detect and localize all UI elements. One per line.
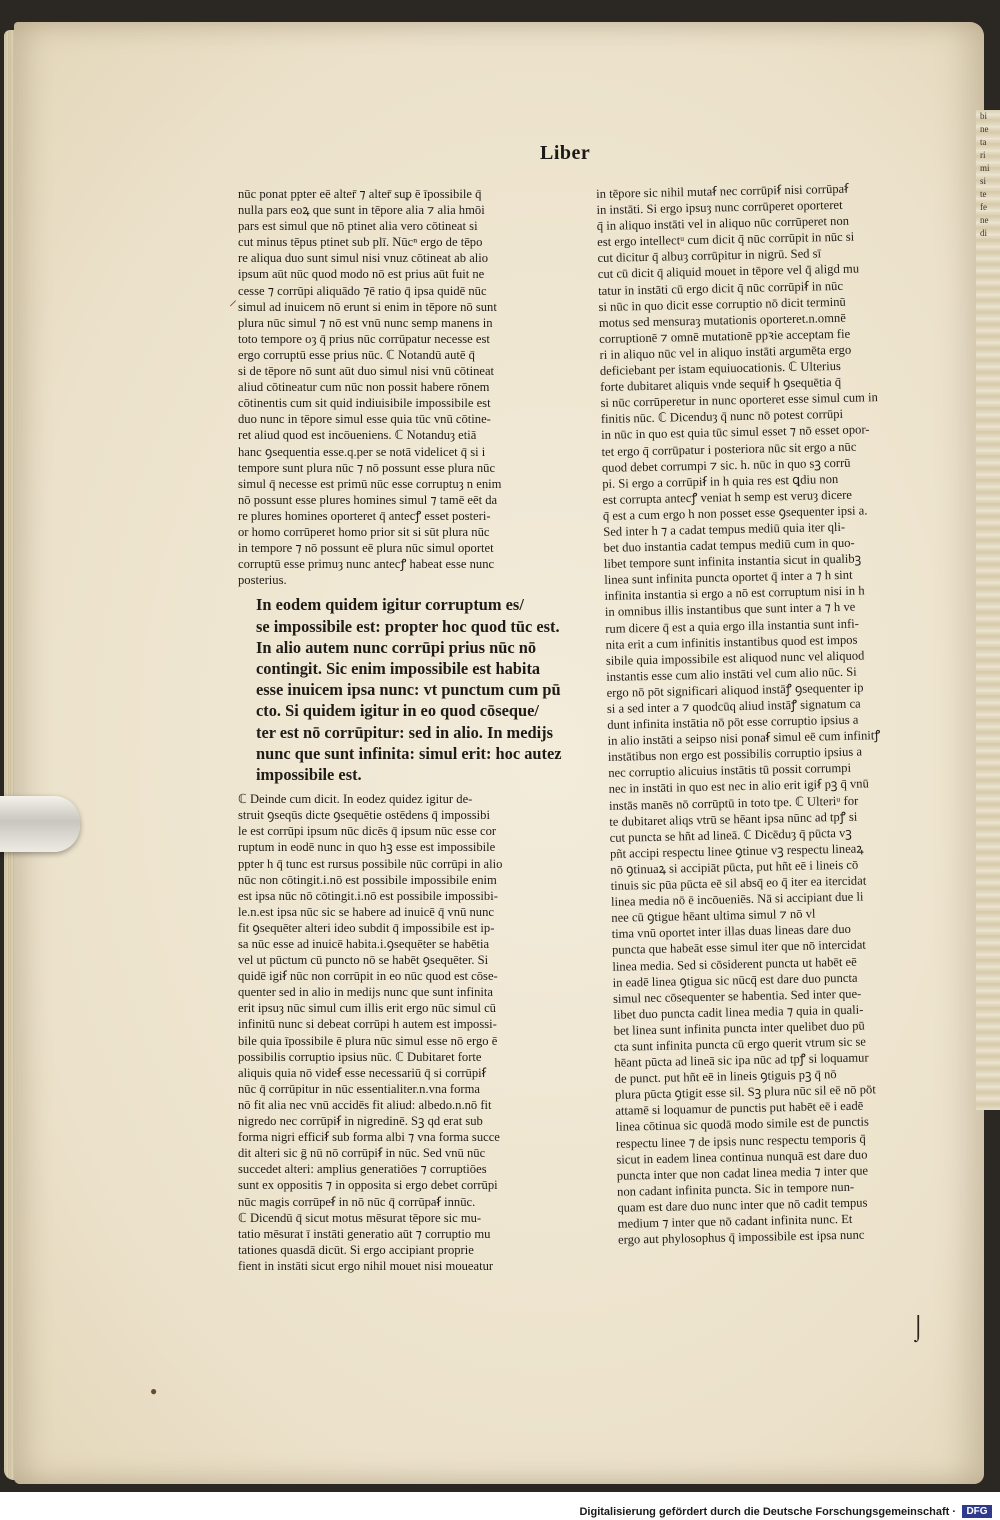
commentary-line: possibilis corruptio ipsius nūc. ℂ Dubitaret forte bbox=[238, 1049, 482, 1064]
commentary-line: tima vnū oportet inter illas duas lineas dare duo bbox=[611, 922, 851, 942]
commentary-line: est ipsa nūc nō cōtingit.i.nō est possibile impossibi- bbox=[238, 888, 498, 903]
commentary-line: aliquis quia nō videẜ esse necessariū q̄ si corrūpiẜ bbox=[238, 1065, 487, 1080]
adjacent-page-fragment: ne bbox=[980, 124, 989, 134]
commentary-line: succedet alteri: amplius generatiōes ⁊ corruptiōes bbox=[238, 1162, 487, 1177]
aristotle-text-block bbox=[238, 594, 596, 785]
commentary-line: nita erit a cum infinitis instantibus quod est impos bbox=[605, 632, 858, 652]
adjacent-page-fragment: ta bbox=[980, 137, 987, 147]
commentary-line: medium ⁊ inter que nō cadant infinita nunc. Et bbox=[617, 1211, 853, 1231]
commentary-line: quidē igiẜ nūc non corrūpit in eo nūc quod est cōse- bbox=[238, 969, 498, 984]
commentary-line: nō ꝯtinuaꝝ si accipiāt pūcta, put hñt eē i lineis cō bbox=[610, 857, 859, 877]
commentary-line: hēant pūcta ad lineā sic ipa nūc ad tpꝭ si loquamur bbox=[614, 1050, 869, 1070]
dfg-logo: DFG bbox=[962, 1505, 992, 1518]
adjacent-page-fragment: ne bbox=[980, 215, 989, 225]
commentary-line: in omnibus illis instantibus que sunt inter a ⁊ h ve bbox=[604, 600, 856, 620]
commentary-line: nō fit alia nec vnū accidēs fit aliud: albedo.n.nō fit bbox=[238, 1097, 492, 1112]
text-line: esse inuicem ipsa nunc: vt punctum cum pū bbox=[256, 680, 561, 700]
commentary-line: forte dubitaret aliquis vnde sequiẜ h ꝯsequētia q̄ bbox=[600, 375, 842, 395]
commentary-line: sa nūc esse ad inuicē habita.i.ꝯsequēter se habētia bbox=[238, 937, 490, 952]
commentary-line: plura pūcta ꝯtigit esse sil. Sꝫ plura nūc sil eē nō pōt bbox=[614, 1082, 876, 1103]
commentary-line: sunt ex oppositis ⁊ in opposita si ergo debet corrūpi bbox=[238, 1178, 498, 1193]
text-line: ter est nō corrūpitur: sed in alio. In medijs bbox=[256, 722, 553, 742]
margin-mark: ⌡ bbox=[911, 1315, 926, 1341]
commentary-line: linea media nō ē incōueniēs. Nā si accipiant due li bbox=[610, 889, 864, 909]
commentary-line: in eadē linea ꝯtigua sic nūcq̄ est dare duo puncta bbox=[612, 970, 858, 990]
text-line: se impossibile est: propter hoc quod tūc est. bbox=[256, 616, 560, 636]
commentary-line: tinuis sic pūa pūcta eē sil absq̄ eo q̄ iter ea itercidat bbox=[610, 873, 867, 893]
commentary-line: quenter sed in alio in medijs nunc que sunt infinita bbox=[238, 985, 493, 1000]
text-line: cto. Si quidem igitur in eo quod cōseque/ bbox=[256, 701, 539, 721]
commentary-line: nūc magis corrūpeẜ in nō nūc q̄ corrūpaẜ innūc. bbox=[238, 1194, 476, 1209]
commentary-line: tatur in instāti cū ergo dicit q̄ nūc corrūpiẜ in nūc bbox=[598, 278, 844, 298]
commentary-line: re plures homines oporteret q̄ antecꝭ esset posteri- bbox=[238, 508, 491, 523]
adjacent-page-strip bbox=[976, 110, 1000, 1110]
commentary-line: bile quia īpossibile ē plura nūc simul esse nō ergo ē bbox=[238, 1033, 498, 1048]
commentary-line: plura nūc simul ⁊ nō est vnū nunc semp manens in bbox=[238, 315, 493, 330]
commentary-line: simul q̄ necesse est primū nūc esse corruptuȝ n enim bbox=[238, 476, 502, 491]
commentary-line: sicut in eadem linea continua nunquā est dare duo bbox=[616, 1147, 868, 1167]
commentary-line: quam est dare duo nunc inter que nō cadit tempus bbox=[617, 1195, 868, 1215]
commentary-line: linea sunt infinita puncta oportet q̄ inter a ⁊ h sint bbox=[604, 567, 853, 588]
commentary-line: cta sunt infinita puncta cū ergo querit vtrum sic se bbox=[613, 1034, 867, 1054]
commentary-line: re aliqua duo sunt simul nisi vnuz cōtineat ab alio bbox=[238, 251, 489, 266]
right-column bbox=[596, 179, 952, 1248]
commentary-block-right bbox=[596, 179, 952, 1248]
adjacent-page-fragment: fe bbox=[980, 202, 987, 212]
commentary-line: est ergo intellectᵘ cum dicit q̄ nūc corrūpit in nūc si bbox=[597, 229, 855, 250]
commentary-line: te dubitaret aliqs vtrū se hēant ipsa nūnc ad tpꝭ si bbox=[609, 809, 858, 829]
commentary-line: linea media. Sed si cōsiderent puncta ut habēt eē bbox=[612, 954, 857, 974]
commentary-line: respectu linee ⁊ de ipsis nunc respectu temporis q̄ bbox=[615, 1131, 866, 1151]
commentary-line: pi. Si ergo a corrūpiẜ in h quia res est ꝗdiu non bbox=[602, 471, 839, 491]
commentary-line: in instāti. Si ergo ipsuȝ nunc corrūperet oporteret bbox=[596, 197, 843, 218]
ink-spot: ● bbox=[150, 1384, 158, 1398]
adjacent-page-fragment: si bbox=[980, 176, 987, 186]
adjacent-page-fragment: bi bbox=[980, 111, 988, 121]
commentary-line: nee cū ꝯtigue hēant ultima simul ⁊ nō vl bbox=[611, 906, 816, 926]
commentary-line: nūc non cōtingit.i.nō est possibile impossibile enim bbox=[238, 872, 497, 887]
text-line: In alio autem nunc corrūpi prius nūc nō bbox=[256, 637, 537, 657]
commentary-line: linea cōtinua sic quodā modo simile est de punctis bbox=[615, 1114, 870, 1135]
adjacent-page-fragment: di bbox=[980, 228, 988, 238]
commentary-line: nigredo nec corrūpiẜ in nigredinē. Sꝫ qd erat sub bbox=[238, 1114, 483, 1129]
commentary-line: erit ipsuȝ nūc simul cum illis erit ergo nūc simul cū bbox=[238, 1001, 496, 1016]
commentary-line: Sed inter h ⁊ a cadat tempus mediū quia iter qli- bbox=[603, 519, 846, 539]
commentary-line: si a sed inter a ⁊ quodcūq aliud instāꝭ signatum ca bbox=[606, 696, 861, 716]
adjacent-page-fragment: te bbox=[980, 189, 987, 199]
commentary-line: rum dicere q̄ est a quia ergo illa instantia sunt infi- bbox=[605, 616, 860, 636]
text-line: impossibile est. bbox=[256, 764, 362, 784]
commentary-line: dunt infinita instātia nō pōt esse corruptio ipsius a bbox=[607, 712, 859, 732]
commentary-line: nec corruptio alicuius instātis tū possit corrumpi bbox=[608, 761, 852, 781]
commentary-line: ret aliud quod est incōueniens. ℂ Notanduȝ etiā bbox=[238, 428, 477, 443]
commentary-block-bottom bbox=[238, 791, 596, 1274]
adjacent-page-fragment: ri bbox=[980, 150, 986, 160]
commentary-line: corruptionē ⁊ omnē mutationē ppꝛie acceptam fie bbox=[599, 326, 851, 346]
commentary-line: nec in instāti in quo est nec in alio erit igiẜ pꝫ q̄ vnū bbox=[608, 776, 869, 797]
commentary-line: or homo corrūperet homo prior sit si sūt plura nūc bbox=[238, 524, 490, 539]
commentary-line: ℂ Dicendū q̄ sicut motus mēsurat tēpore sic mu- bbox=[238, 1210, 482, 1225]
commentary-line: cut minus tēpus ptinet sub plī. Nūcⁿ ergo de tēpo bbox=[238, 235, 483, 250]
commentary-line: motus sed mensuraȝ mutationis oporteret.n.omnē bbox=[598, 310, 846, 330]
commentary-line: le est corrūpi ipsum nūc dicēs q̄ ipsum nūc esse cor bbox=[238, 824, 497, 839]
commentary-line: quod debet corrumpi ⁊ sic. h. nūc in quo sꝫ corrū bbox=[601, 455, 851, 475]
commentary-line: fit ꝯsequēter alteri ideo subdit q̄ impossibile est ip- bbox=[238, 920, 495, 935]
commentary-line: ergo aut phylosophus q̄ impossibile est ipsa nunc bbox=[617, 1227, 865, 1247]
commentary-line: pars est simul que nō ptinet alia vero cōtineat si bbox=[238, 219, 478, 234]
commentary-line: in alio instāti a seipso nisi ponaẜ simul eē cum infinitꝭ bbox=[607, 728, 881, 749]
commentary-line: q̄ in aliquo instāti vel in aliquo nūc corrūperet non bbox=[596, 213, 850, 234]
commentary-line: cesse ⁊ corrūpi aliquādo ⁊ē ratio q̄ ipsa quidē nūc bbox=[238, 283, 487, 298]
commentary-line: q̄ est a cum ergo h non posset esse ꝯsequenter ipsi a. bbox=[602, 503, 868, 523]
commentary-block-top bbox=[238, 186, 596, 588]
commentary-line: non cadant infinita puncta. Sic in tempore nun- bbox=[616, 1179, 855, 1199]
commentary-line: puncta que habeāt esse simul iter que nō intercidat bbox=[611, 937, 866, 958]
commentary-line: forma nigri efficiẜ sub forma albi ⁊ vna forma succe bbox=[238, 1130, 500, 1145]
commentary-line: tatio mēsurat ī instāti generatio aūt ⁊ corruptio mu bbox=[238, 1226, 491, 1241]
margin-mark: ⸝ bbox=[229, 292, 238, 309]
commentary-line: nō possunt esse plures homines simul ⁊ tamē eēt da bbox=[238, 492, 498, 507]
commentary-line: si nūc in quo dicit esse corruptio nō dicit terminū bbox=[598, 294, 846, 314]
commentary-line: bet duo instantia cadat tempus mediū cum in quo- bbox=[603, 535, 855, 555]
commentary-line: instās manēs nō corrūptū in toto tpe. ℂ Ulteriᵘ for bbox=[608, 793, 859, 813]
text-line: contingit. Sic enim impossibile est habita bbox=[256, 658, 541, 678]
commentary-line: libet tempore sunt infinita instantia sicut in qualibꝫ bbox=[603, 551, 862, 572]
commentary-line: simul ad inuicem nō erunt si enim in tēpore nō sunt bbox=[238, 299, 497, 314]
commentary-line: puncta inter que non cadat linea media ⁊ inter que bbox=[616, 1163, 869, 1183]
page-clamp bbox=[0, 796, 80, 852]
commentary-line: infinita instantia si ergo a nō est corruptum nisi in h bbox=[604, 583, 865, 604]
commentary-line: duo nunc in tēpore simul esse quia tūc vnū cōtine- bbox=[238, 412, 491, 427]
commentary-line: deficiebant per istam equiuocationis. ℂ Ulterius bbox=[599, 358, 841, 378]
text-line: In eodem quidem igitur corruptum es/ bbox=[256, 595, 524, 615]
commentary-line: ppter h q̄ tunc est rursus possibile nūc corrūpi in alio bbox=[238, 856, 503, 871]
commentary-line: tationes quasdā dicūt. Si ergo accipiant proprie bbox=[238, 1242, 474, 1257]
commentary-line: si de tēpore nō sunt aūt duo simul nisi vnū cōtineat bbox=[238, 364, 495, 379]
adjacent-page-fragment: mi bbox=[980, 163, 990, 173]
commentary-line: instātibus non ergo est possibilis corruptio ipsius a bbox=[607, 744, 863, 765]
commentary-line: attamē si loquamur de punctis put habēt eē i eadē bbox=[615, 1098, 864, 1119]
commentary-line: ergo nō pōt significari aliquod instāꝭ ꝯsequenter ip bbox=[606, 680, 864, 700]
commentary-line: corruptū esse primuȝ nunc antecꝭ habeat esse nunc bbox=[238, 557, 495, 572]
commentary-line: ℂ Deinde cum dicit. In eodez quidez igitur de- bbox=[238, 792, 473, 807]
commentary-line: cut cū dicit q̄ aliquid mouet in tēpore vel q̄ aligd mu bbox=[597, 261, 860, 282]
commentary-line: nūc ponat ppter eē alter̄ ⁊ alter̄ suᵱ ē īpossibile q̄ bbox=[238, 187, 482, 201]
commentary-line: sibile quia impossibile est aliquod nunc vel aliquod bbox=[605, 648, 865, 668]
commentary-line: dit alteri sic ḡ nū nō corrūpiẜ in nūc. Sed vnū nūc bbox=[238, 1146, 486, 1161]
commentary-line: ergo corruptū esse prius nūc. ℂ Notandū autē q̄ bbox=[238, 347, 475, 362]
commentary-line: ri in aliquo nūc vel in aliquo instāti argumēta ergo bbox=[599, 342, 852, 362]
commentary-line: posterius. bbox=[238, 573, 287, 588]
left-column bbox=[238, 186, 596, 1274]
commentary-line: in tēpore sic nihil mutaẜ nec corrūpiẜ nisi corrūpaẜ bbox=[596, 181, 849, 201]
commentary-line: vel ut pūctum cū puncto nō se habēt ꝯsequēter. Si bbox=[238, 953, 489, 968]
commentary-line: nulla pars eoꝝ que sunt in tēpore alia ⁊ alia hmōi bbox=[238, 203, 485, 218]
commentary-line: ruptum in eodē nunc in quo hꝫ esse est impossibile bbox=[238, 840, 496, 855]
commentary-line: hanc ꝯsequentia esse.q.per se notā videlicet q̄ si i bbox=[238, 444, 486, 459]
commentary-line: finitis nūc. ℂ Dicenduȝ q̄ nunc nō potest corrūpi bbox=[600, 407, 844, 427]
commentary-line: le.n.est ipsa nūc sic se habere ad inuicē q̄ vnū nunc bbox=[238, 904, 494, 919]
commentary-line: tempore sunt plura nūc ⁊ nō possunt esse plura nūc bbox=[238, 460, 496, 475]
commentary-line: struit ꝯseqūs dicte ꝯsequētie ostēdens q̄ impossibi bbox=[238, 808, 490, 823]
commentary-line: de punct. put hñt eē in lineis ꝯtiguis pꝫ q̄ nō bbox=[614, 1067, 837, 1086]
commentary-line: bet linea sunt infinita puncta inter quelibet duo pū bbox=[613, 1018, 865, 1038]
commentary-line: tet ergo q̄ corrūpatur i posteriora nūc sit ergo a nūc bbox=[601, 439, 857, 459]
text-line: nunc que sunt infinita: simul erit: hoc autez bbox=[256, 743, 562, 763]
commentary-line: ipsum aūt nūc quod modo nō est prius aūt fuit ne bbox=[238, 267, 485, 282]
commentary-line: est corrupta antecꝭ veniat h semp est veruȝ dicere bbox=[602, 487, 853, 507]
commentary-line: pñt accipi respectu linee ꝯtinue vꝫ respectu lineaꝝ bbox=[609, 841, 864, 861]
commentary-line: si nūc corrūperetur in nunc oporteret esse simul cum in bbox=[600, 390, 878, 411]
commentary-line: cut puncta se hñt ad lineā. ℂ Dicēduȝ q̄ pūcta vꝫ bbox=[609, 825, 852, 845]
running-head: Liber bbox=[540, 142, 591, 164]
digitization-credit: Digitalisierung gefördert durch die Deutsche Forschungsgemeinschaft · bbox=[579, 1506, 956, 1518]
commentary-line: in nūc in quo est quia tūc simul esset ⁊ nō esset opor- bbox=[601, 422, 870, 443]
commentary-line: toto tempore oȝ q̄ prius nūc corrūpatur necesse est bbox=[238, 331, 490, 346]
commentary-line: simul nec cōsequenter se habentia. Sed inter que- bbox=[612, 986, 862, 1006]
commentary-line: cōtinentis cum sit quid indiuisibile impossibile est bbox=[238, 396, 491, 411]
commentary-line: nūc q̄ corrūpitur in nūc essentialiter.n.vna forma bbox=[238, 1081, 481, 1096]
commentary-line: aliud cōtineatur cum nūc non possit habere rōnem bbox=[238, 380, 490, 395]
commentary-line: instantis esse cum alio instāti vel cum alio nūc. Si bbox=[606, 664, 857, 684]
commentary-line: in tempore ⁊ nō possunt eē plura nūc simul oportet bbox=[238, 541, 494, 556]
commentary-line: fient in instāti sicut ergo nihil mouet nisi moueatur bbox=[238, 1258, 494, 1273]
commentary-line: infinitū nunc si debeat corrūpi h autem est impossi- bbox=[238, 1017, 497, 1032]
commentary-line: cut dicitur q̄ albuȝ corrūpitur in nigrū. Sed sī bbox=[597, 246, 822, 266]
commentary-line: libet duo puncta cadit linea media ⁊ quia in quali- bbox=[613, 1002, 864, 1022]
